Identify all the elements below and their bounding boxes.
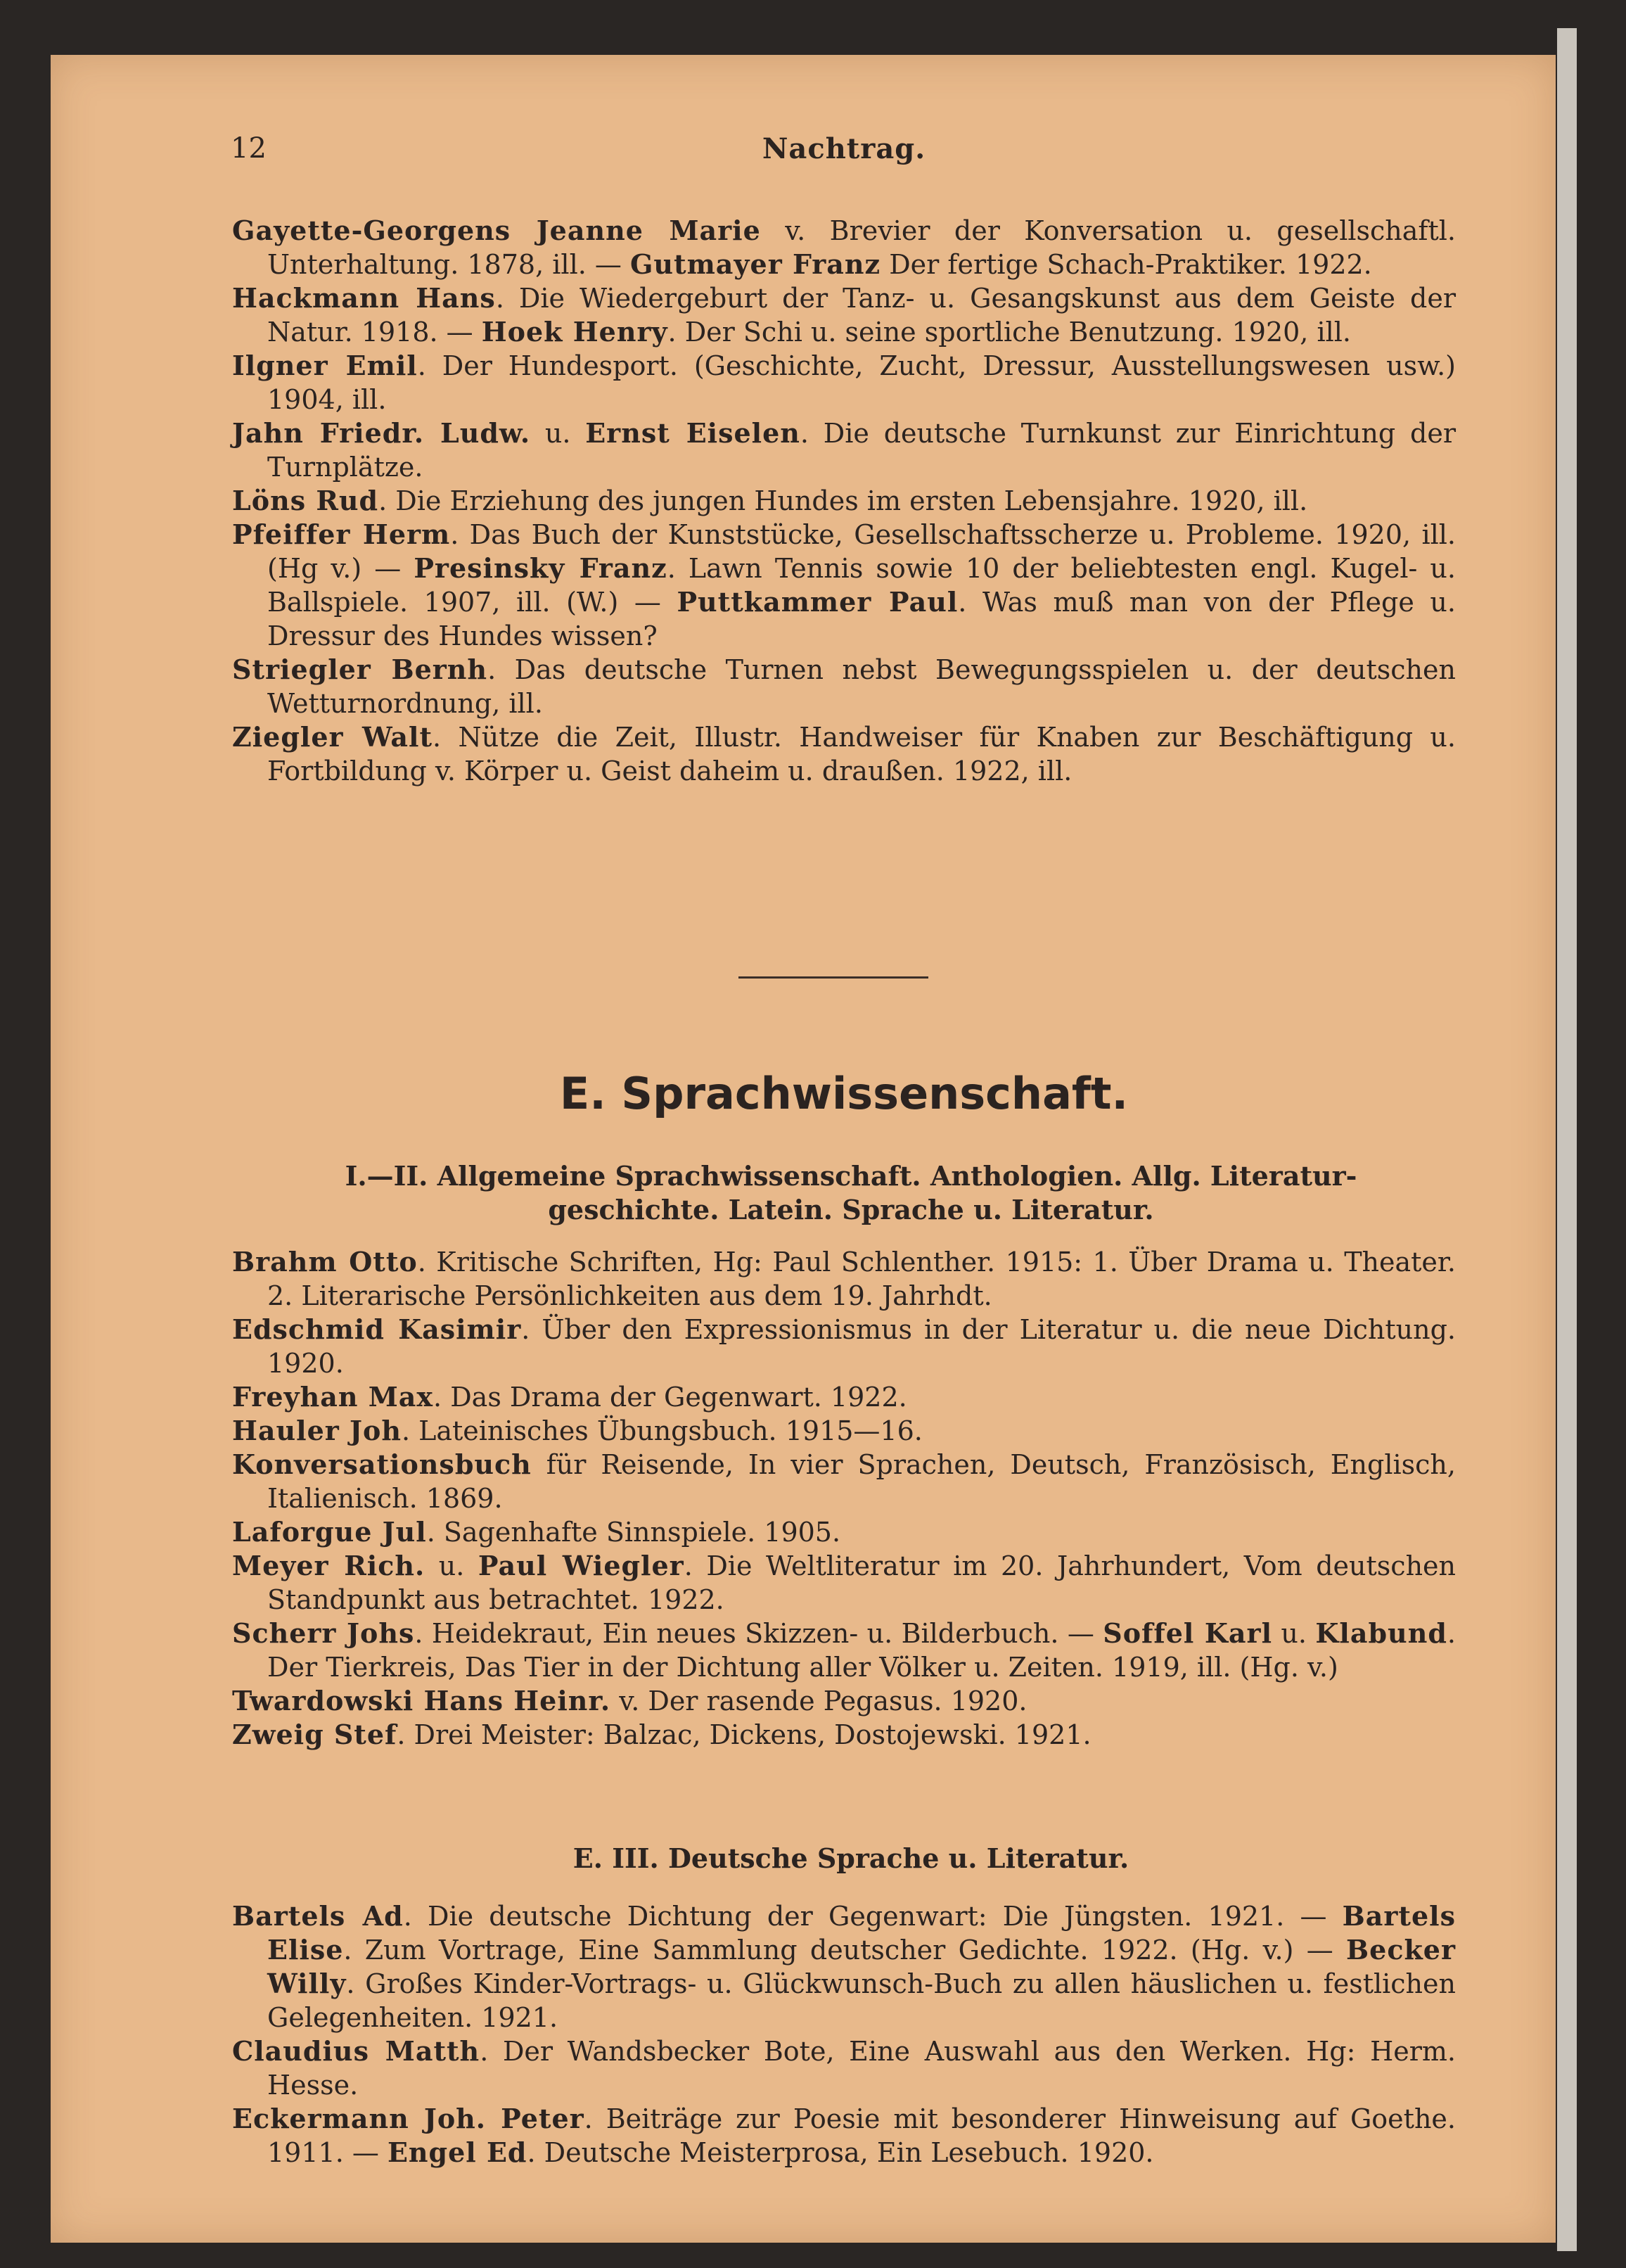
bibliography-entry bbox=[232, 1549, 1456, 1617]
running-header bbox=[232, 132, 1456, 181]
entry-text: Der fertige Schach-Praktiker. 1922. bbox=[881, 249, 1372, 280]
entry-text: . Was muß man von der Pflege u. Dressur des Hundes wissen? bbox=[267, 587, 1456, 651]
entry-text: . Lawn Tennis sowie 10 der beliebtesten engl. Kugel- u. Ballspiele. 1907, ill. (W.) — bbox=[267, 553, 1456, 618]
entry-text: . Der Wandsbecker Bote, Eine Auswahl aus den Werken. Hg: Herm. Hesse. bbox=[267, 2036, 1457, 2101]
entry-text: . Sagenhafte Sinnspiele. 1905. bbox=[426, 1517, 841, 1548]
author-name: Bartels Ad bbox=[232, 1900, 404, 1932]
entry-text: . Die Erziehung des jungen Hundes im ersten Lebensjahre. 1920, ill. bbox=[378, 485, 1308, 516]
entry-text: . Die deutsche Turnkunst zur Einrichtung der Turnplätze. bbox=[267, 418, 1456, 483]
bibliography-entry bbox=[232, 416, 1456, 484]
entry-text: . Drei Meister: Balzac, Dickens, Dostojewski. 1921. bbox=[397, 1719, 1092, 1750]
author-name: Konversationsbuch bbox=[232, 1448, 532, 1480]
entry-text: . Die deutsche Dichtung der Gegenwart: Die Jüngsten. 1921. — bbox=[403, 1901, 1343, 1932]
bibliography-entry bbox=[232, 1313, 1456, 1380]
entry-text: . Beiträge zur Poesie mit besonderer Hinweisung auf Goethe. 1911. — bbox=[267, 2103, 1456, 2168]
author-name: Striegler Bernh bbox=[232, 654, 488, 685]
entry-text: . Nütze die Zeit, Illustr. Handweiser für Knaben zur Beschäftigung u. Fortbildung v. Körper u. Geist daheim u. draußen. 1922, ill. bbox=[267, 722, 1456, 786]
entry-text: . Großes Kinder-Vortrags- u. Glückwunsch-Buch zu allen häuslichen u. festlichen Gelegenheiten. 1921. bbox=[267, 1968, 1456, 2033]
top-entries bbox=[232, 214, 1456, 788]
entry-text: u. bbox=[425, 1550, 478, 1581]
bibliography-entry bbox=[232, 518, 1456, 653]
bibliography-entry bbox=[232, 214, 1456, 281]
author-name: Hackmann Hans bbox=[232, 282, 496, 314]
running-title: Nachtrag. bbox=[762, 132, 926, 165]
author-name: Puttkammer Paul bbox=[677, 586, 959, 618]
author-name: Gutmayer Franz bbox=[629, 248, 881, 280]
entry-text: . Der Tierkreis, Das Tier in der Dichtung aller Völker u. Zeiten. 1919, ill. (Hg. v.) bbox=[267, 1618, 1456, 1683]
author-name: Hauler Joh bbox=[232, 1415, 402, 1446]
bibliography-entry bbox=[232, 653, 1456, 720]
book-spine-edge bbox=[1557, 28, 1577, 2251]
author-name: Ernst Eiselen bbox=[585, 417, 800, 449]
author-name: Becker Willy bbox=[267, 1934, 1456, 1999]
bibliography-entry bbox=[232, 1380, 1456, 1414]
author-name: Claudius Matth bbox=[232, 2035, 480, 2067]
bibliography-entry bbox=[232, 1617, 1456, 1684]
entry-text: . Über den Expressionismus in der Literatur u. die neue Dichtung. 1920. bbox=[267, 1314, 1456, 1379]
author-name: Laforgue Jul bbox=[232, 1516, 427, 1548]
author-name: Zweig Stef bbox=[232, 1719, 397, 1750]
entry-text: für Reisende, In vier Sprachen, Deutsch, Französisch, Englisch, Italienisch. 1869. bbox=[267, 1449, 1456, 1514]
bibliography-entry bbox=[232, 1515, 1456, 1549]
entry-text: . Die Wiedergeburt der Tanz- u. Gesangskunst aus dem Geiste der Natur. 1918. — bbox=[267, 283, 1456, 348]
author-name: Soffel Karl bbox=[1103, 1617, 1273, 1649]
author-name: Twardowski Hans Heinr. bbox=[232, 1685, 611, 1716]
author-name: Hoek Henry bbox=[481, 316, 668, 348]
author-name: Presinsky Franz bbox=[414, 552, 667, 584]
bibliography-entry bbox=[232, 281, 1456, 349]
author-name: Edschmid Kasimir bbox=[232, 1313, 522, 1345]
bibliography-entry bbox=[232, 1245, 1456, 1313]
subsection-title-2: E. III. Deutsche Sprache u. Literatur. bbox=[572, 1842, 1129, 1874]
entry-text: . Die Weltliteratur im 20. Jahrhundert, Vom deutschen Standpunkt aus betrachtet. 1922. bbox=[267, 1550, 1456, 1615]
entry-text: v. Brevier der Konversation u. gesellschaftl. Unterhaltung. 1878, ill. — bbox=[267, 215, 1456, 280]
entry-text: . Deutsche Meisterprosa, Ein Lesebuch. 1920. bbox=[527, 2137, 1154, 2168]
entry-text: u. bbox=[1272, 1618, 1316, 1649]
author-name: Eckermann Joh. Peter bbox=[232, 2103, 584, 2134]
author-name: Klabund bbox=[1315, 1617, 1447, 1649]
bibliography-entry bbox=[232, 1414, 1456, 1448]
author-name: Bartels Elise bbox=[267, 1900, 1456, 1966]
author-name: Ilgner Emil bbox=[232, 350, 418, 381]
bibliography-entry bbox=[232, 1684, 1456, 1718]
page-number: 12 bbox=[231, 132, 267, 165]
entry-text: . Das deutsche Turnen nebst Bewegungsspielen u. der deutschen Wetturnordnung, ill. bbox=[267, 654, 1456, 719]
subsection-title-1-line2: geschichte. Latein. Sprache u. Literatur. bbox=[548, 1194, 1154, 1225]
author-name: Paul Wiegler bbox=[478, 1550, 684, 1581]
author-name: Pfeiffer Herm bbox=[232, 518, 451, 550]
bibliography-entry bbox=[232, 1448, 1456, 1515]
subsection-1-entries bbox=[232, 1245, 1456, 1752]
bibliography-entry bbox=[232, 349, 1456, 416]
author-name: Scherr Johs bbox=[232, 1617, 415, 1649]
entry-text: v. Der rasende Pegasus. 1920. bbox=[610, 1686, 1028, 1716]
author-name: Freyhan Max bbox=[232, 1381, 434, 1413]
author-name: Ziegler Walt bbox=[232, 721, 433, 753]
author-name: Jahn Friedr. Ludw. bbox=[232, 417, 531, 449]
entry-text: . Zum Vortrage, Eine Sammlung deutscher Gedichte. 1922. (Hg. v.) — bbox=[343, 1935, 1347, 1966]
bibliography-entry bbox=[232, 1899, 1456, 2034]
section-divider bbox=[738, 976, 928, 979]
entry-text: . Kritische Schriften, Hg: Paul Schlenther. 1915: 1. Über Drama u. Theater. 2. Literarische Persönlichkeiten aus dem 19. Jahrhdt. bbox=[267, 1247, 1456, 1311]
bibliography-entry bbox=[232, 1718, 1456, 1752]
section-title: E. Sprachwissenschaft. bbox=[559, 1068, 1129, 1119]
entry-text: u. bbox=[530, 418, 586, 449]
author-name: Engel Ed bbox=[387, 2136, 527, 2168]
bibliography-entry bbox=[232, 2034, 1456, 2102]
subsection-2-entries bbox=[232, 1899, 1456, 2170]
entry-text: . Der Hundesport. (Geschichte, Zucht, Dressur, Ausstellungswesen usw.) 1904, ill. bbox=[267, 350, 1456, 415]
bibliography-entry bbox=[232, 484, 1456, 518]
entry-text: . Heidekraut, Ein neues Skizzen- u. Bilderbuch. — bbox=[414, 1618, 1103, 1649]
bibliography-entry bbox=[232, 720, 1456, 788]
entry-text: . Lateinisches Übungsbuch. 1915—16. bbox=[401, 1415, 923, 1446]
subsection-title-1-line1: I.—II. Allgemeine Sprachwissenschaft. Anthologien. Allg. Literatur- bbox=[345, 1160, 1357, 1192]
entry-text: . Das Buch der Kunststücke, Gesellschaftsscherze u. Probleme. 1920, ill. (Hg v.) — bbox=[267, 519, 1456, 584]
bibliography-entry bbox=[232, 2102, 1456, 2170]
entry-text: . Das Drama der Gegenwart. 1922. bbox=[433, 1382, 907, 1413]
entry-text: . Der Schi u. seine sportliche Benutzung. 1920, ill. bbox=[667, 317, 1351, 348]
author-name: Löns Rud bbox=[232, 485, 379, 516]
author-name: Brahm Otto bbox=[232, 1246, 418, 1278]
author-name: Meyer Rich. bbox=[232, 1550, 425, 1581]
author-name: Gayette-Georgens Jeanne Marie bbox=[232, 215, 761, 246]
